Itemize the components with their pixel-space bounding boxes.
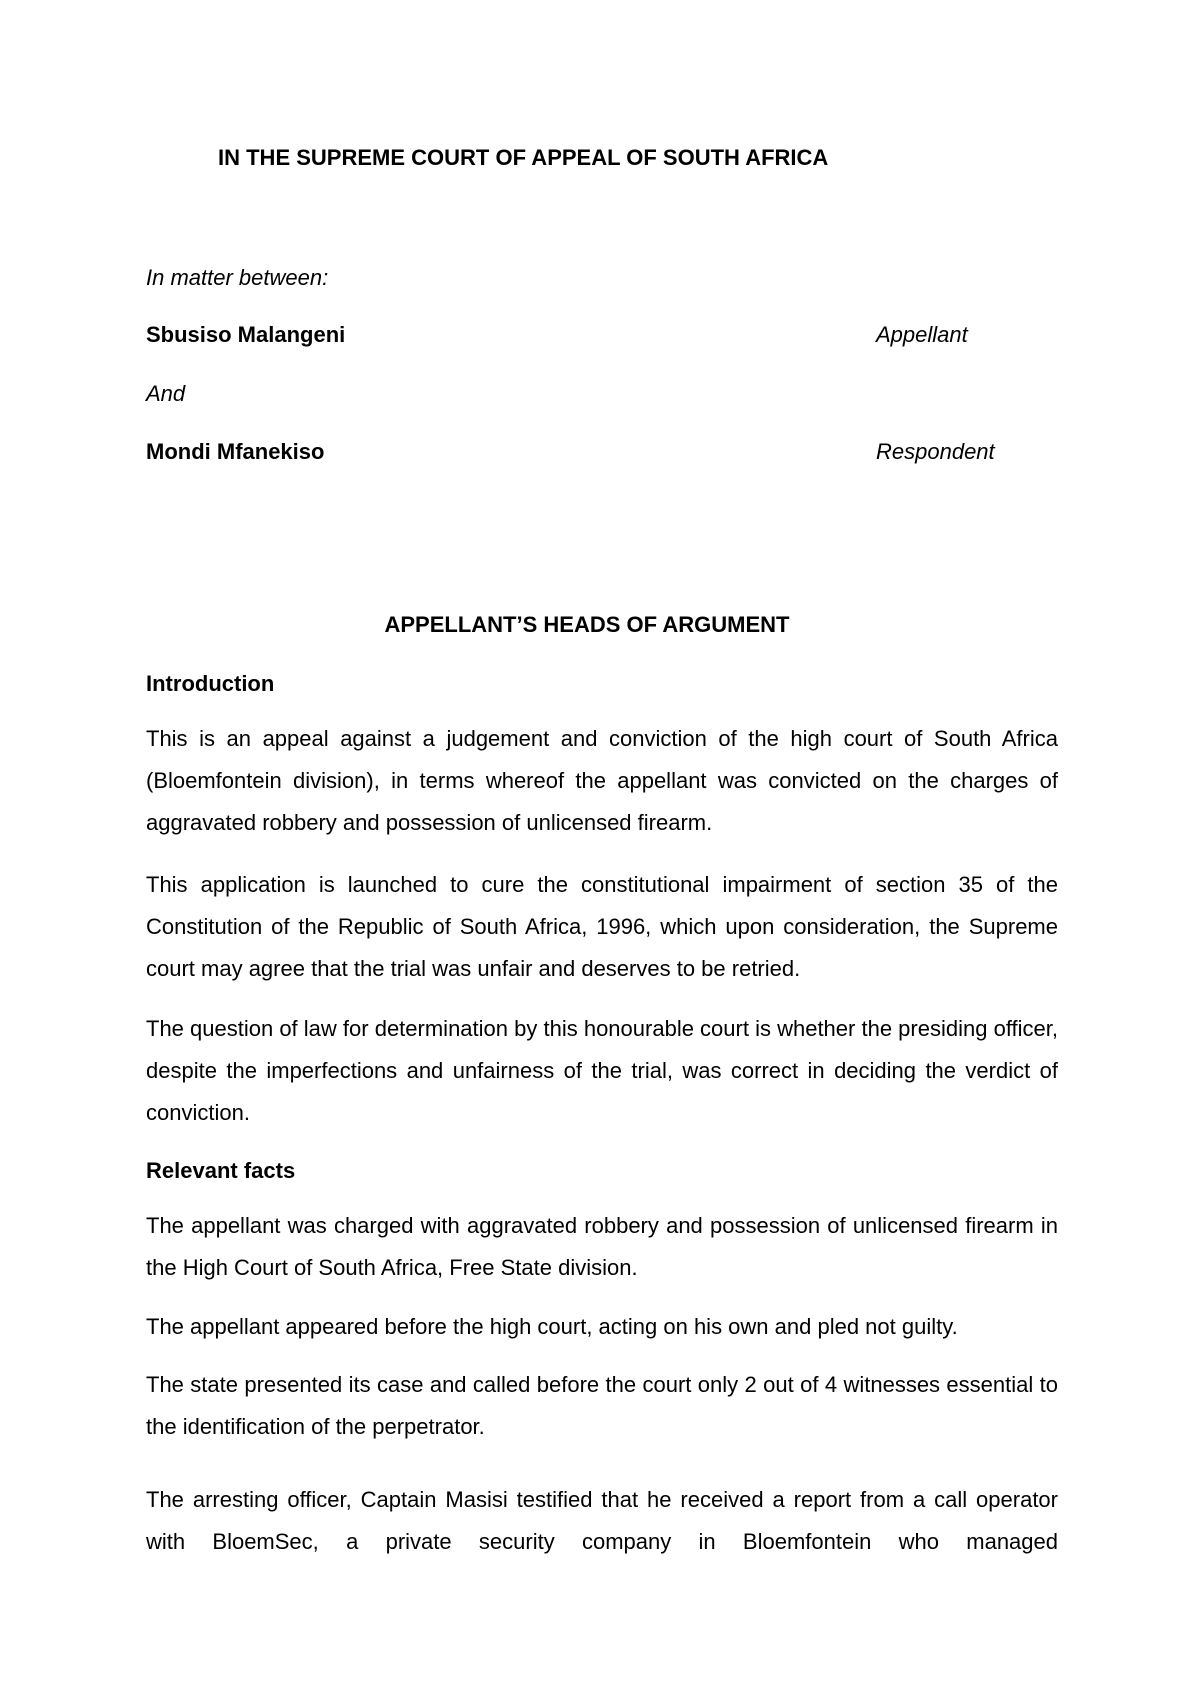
appellant-name: Sbusiso Malangeni: [146, 322, 346, 347]
section-heading-relevant-facts: Relevant facts: [146, 1158, 296, 1183]
court-title: IN THE SUPREME COURT OF APPEAL OF SOUTH AFRICA: [218, 145, 829, 170]
section-heading-introduction: Introduction: [146, 671, 275, 696]
facts-paragraph-2: The appellant appeared before the high court, acting on his own and pled not guilty.: [146, 1314, 958, 1339]
matter-intro: In matter between:: [146, 265, 329, 290]
facts-paragraph-3: The state presented its case and called before the court only 2 out of 4 witnesses essential to the identification of the perpetrator.: [146, 1372, 1058, 1439]
respondent-name: Mondi Mfanekiso: [146, 439, 325, 464]
conjunction: And: [146, 381, 186, 406]
introduction-paragraph-3: The question of law for determination by this honourable court is whether the presiding officer, despite the imperfections and unfairness of the trial, was correct in deciding the verdict of conviction.: [146, 1016, 1058, 1125]
introduction-paragraph-2: This application is launched to cure the constitutional impairment of section 35 of the Constitution of the Republic of South Africa, 1996, which upon consideration, the Supreme court may agree that the trial was unfair and deserves to be retried.: [146, 872, 1058, 981]
facts-paragraph-1: The appellant was charged with aggravated robbery and possession of unlicensed firearm in the High Court of South Africa, Free State division.: [146, 1213, 1058, 1280]
facts-paragraph-4: The arresting officer, Captain Masisi testified that he received a report from a call operator with BloemSec, a private security company in Bloemfontein who managed: [146, 1487, 1058, 1554]
appellant-role: Appellant: [876, 322, 968, 347]
document-heading: APPELLANT’S HEADS OF ARGUMENT: [384, 612, 790, 637]
respondent-role: Respondent: [876, 439, 995, 464]
introduction-paragraph-1: This is an appeal against a judgement and conviction of the high court of South Africa (Bloemfontein division), in terms whereof the appellant was convicted on the charges of aggravated robbery and possession of unlicensed firearm.: [146, 726, 1058, 835]
